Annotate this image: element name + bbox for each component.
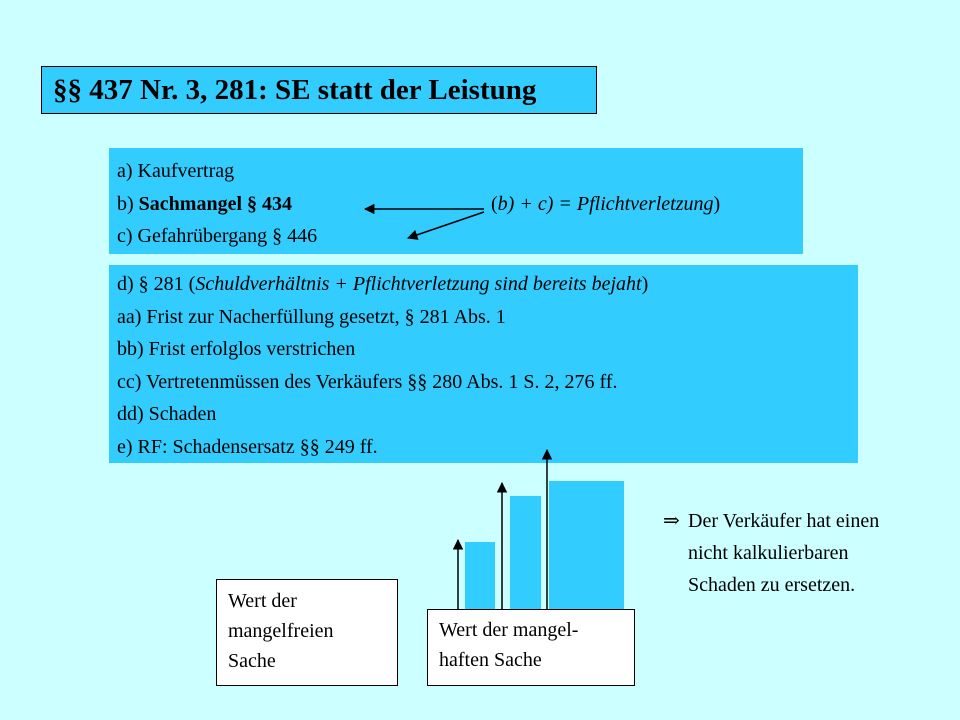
note-paren-open: ( <box>491 192 498 215</box>
criterion-e: e) RF: Schadensersatz §§ 249 ff. <box>117 435 378 458</box>
criterion-dd: dd) Schaden <box>117 403 217 425</box>
slide-title: §§ 437 Nr. 3, 281: SE statt der Leistung <box>41 66 597 114</box>
criterion-aa: aa) Frist zur Nacherfüllung gesetzt, § 281 Abs. 1 <box>117 305 506 328</box>
value-bar-large <box>549 481 624 610</box>
criterion-c: c) Gefahrübergang § 446 <box>117 225 318 247</box>
conclusion-line-2: nicht kalkulierbaren <box>688 542 849 564</box>
criterion-b-sachmangel: Sachmangel § 434 <box>138 192 293 215</box>
implies-icon: ⇒ <box>663 510 680 532</box>
conclusion-text <box>663 505 879 601</box>
conclusion-line-1: Der Verkäufer hat einen <box>688 510 880 532</box>
conclusion-line-3: Schaden zu ersetzen. <box>688 574 856 596</box>
arrow-to-gefahruebergang <box>408 212 484 238</box>
label-mangelfrei-line-3: Sache <box>228 650 276 672</box>
criterion-d-note: Schuldverhältnis + Pflichtverletzung sind bereits bejaht <box>195 273 642 295</box>
criterion-bb: bb) Frist erfolglos verstrichen <box>117 338 356 360</box>
note-paren-close: ) <box>713 192 721 215</box>
criterion-d-paren-open: ( <box>188 273 196 295</box>
value-bar-medium <box>510 496 541 610</box>
label-mangelhaft-line-2: haften Sache <box>439 649 542 671</box>
note-text: b) + c) = Pflichtverletzung <box>497 192 714 215</box>
label-mangelhaft-line-1: Wert der mangel- <box>439 619 579 641</box>
criterion-d-paren-close: ) <box>641 273 649 295</box>
label-mangelfrei-line-2: mangelfreien <box>228 620 334 642</box>
value-bar-small <box>465 542 495 610</box>
criterion-a: a) Kaufvertrag <box>117 160 235 182</box>
label-mangelfrei-line-1: Wert der <box>228 590 297 612</box>
criterion-cc: cc) Vertretenmüssen des Verkäufers §§ 280 Abs. 1 S. 2, 276 ff. <box>117 370 618 393</box>
criterion-b-prefix: b) <box>117 192 139 215</box>
label-mangelfreie-sache <box>216 579 398 686</box>
criterion-d-prefix: d) § 281 <box>117 273 189 295</box>
label-mangelhafte-sache <box>427 609 635 686</box>
